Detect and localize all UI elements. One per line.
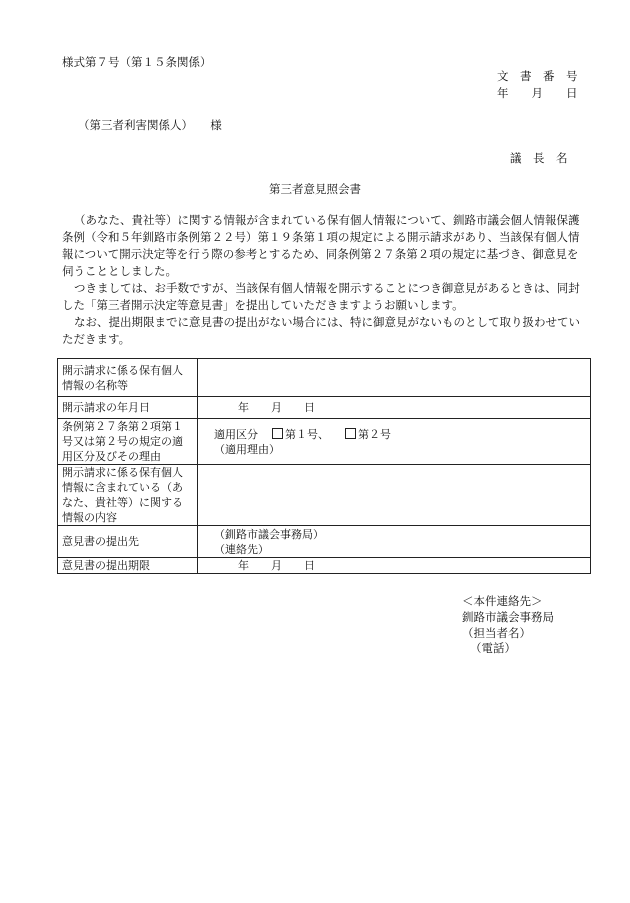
classification-reason-label: （適用理由） bbox=[214, 442, 280, 456]
form-number-label: 様式第７号（第１５条関係） bbox=[62, 55, 212, 69]
checkbox-item-2[interactable] bbox=[345, 428, 356, 439]
table-row bbox=[58, 558, 591, 574]
body-paragraph-3 bbox=[62, 314, 588, 348]
table-label: 開示請求に係る保有個人情報の名称等 bbox=[58, 359, 198, 397]
submission-office: （釧路市議会事務局） bbox=[214, 527, 324, 541]
table-row bbox=[58, 397, 591, 419]
table-label: 意見書の提出期限 bbox=[58, 558, 198, 574]
document-date: 年 月 日 bbox=[497, 86, 578, 100]
checkbox-item-1[interactable] bbox=[272, 428, 283, 439]
body-paragraph-1 bbox=[62, 212, 588, 280]
inquiry-table bbox=[57, 358, 591, 574]
checkbox-item-2-label: 第２号 bbox=[358, 427, 391, 441]
table-value-empty bbox=[198, 465, 591, 526]
table-row bbox=[58, 526, 591, 558]
table-label: 開示請求の年月日 bbox=[58, 397, 198, 419]
addressee: （第三者利害関係人） 様 bbox=[78, 118, 222, 132]
body-paragraph-1-text: （あなた、貴社等）に関する情報が含まれている保有個人情報について、釧路市議会個人情報保護条例（令和５年釧路市条例第２２号）第１９条第１項の規定による開示請求があり、当該保有個人情報について開示決定等を行う際の参考とするため、同条例第２７条第２項の規定に基づき、御意見を伺うこととしました。 bbox=[62, 213, 580, 278]
checkbox-item-1-label: 第１号、 bbox=[285, 427, 329, 441]
body-paragraph-3-text: なお、提出期限までに意見書の提出がない場合には、特に御意見がないものとして取り扱わせていただきます。 bbox=[62, 315, 580, 346]
table-value-classification bbox=[198, 419, 591, 465]
table-value-deadline: 年 月 日 bbox=[198, 558, 591, 574]
table-row bbox=[58, 465, 591, 526]
contact-phone: （電話） bbox=[470, 641, 516, 655]
table-label: 開示請求に係る保有個人情報に含まれている（あなた、貴社等）に関する情報の内容 bbox=[58, 465, 198, 526]
contact-person: （担当者名） bbox=[462, 626, 531, 640]
classification-label: 適用区分 bbox=[214, 427, 258, 441]
document-title: 第三者意見照会書 bbox=[269, 182, 361, 196]
table-value-date: 年 月 日 bbox=[198, 397, 591, 419]
body-paragraph-2 bbox=[62, 280, 588, 314]
contact-office: 釧路市議会事務局 bbox=[462, 610, 554, 624]
table-value-empty bbox=[198, 359, 591, 397]
body-paragraph-2-text: つきましては、お手数ですが、当該保有個人情報を開示することにつき御意見があるときは、同封した「第三者開示決定等意見書」を提出していただきますようお願いします。 bbox=[62, 281, 580, 312]
document-number-label: 文 書 番 号 bbox=[497, 69, 578, 83]
table-row bbox=[58, 419, 591, 465]
table-label: 意見書の提出先 bbox=[58, 526, 198, 558]
table-label: 条例第２７条第２項第１号又は第２号の規定の適用区分及びその理由 bbox=[58, 419, 198, 465]
contact-heading: ＜本件連絡先＞ bbox=[462, 594, 543, 608]
table-value-submission bbox=[198, 526, 591, 558]
submission-contact: （連絡先） bbox=[214, 542, 269, 556]
table-row bbox=[58, 359, 591, 397]
chairperson-name: 議 長 名 bbox=[510, 151, 568, 165]
